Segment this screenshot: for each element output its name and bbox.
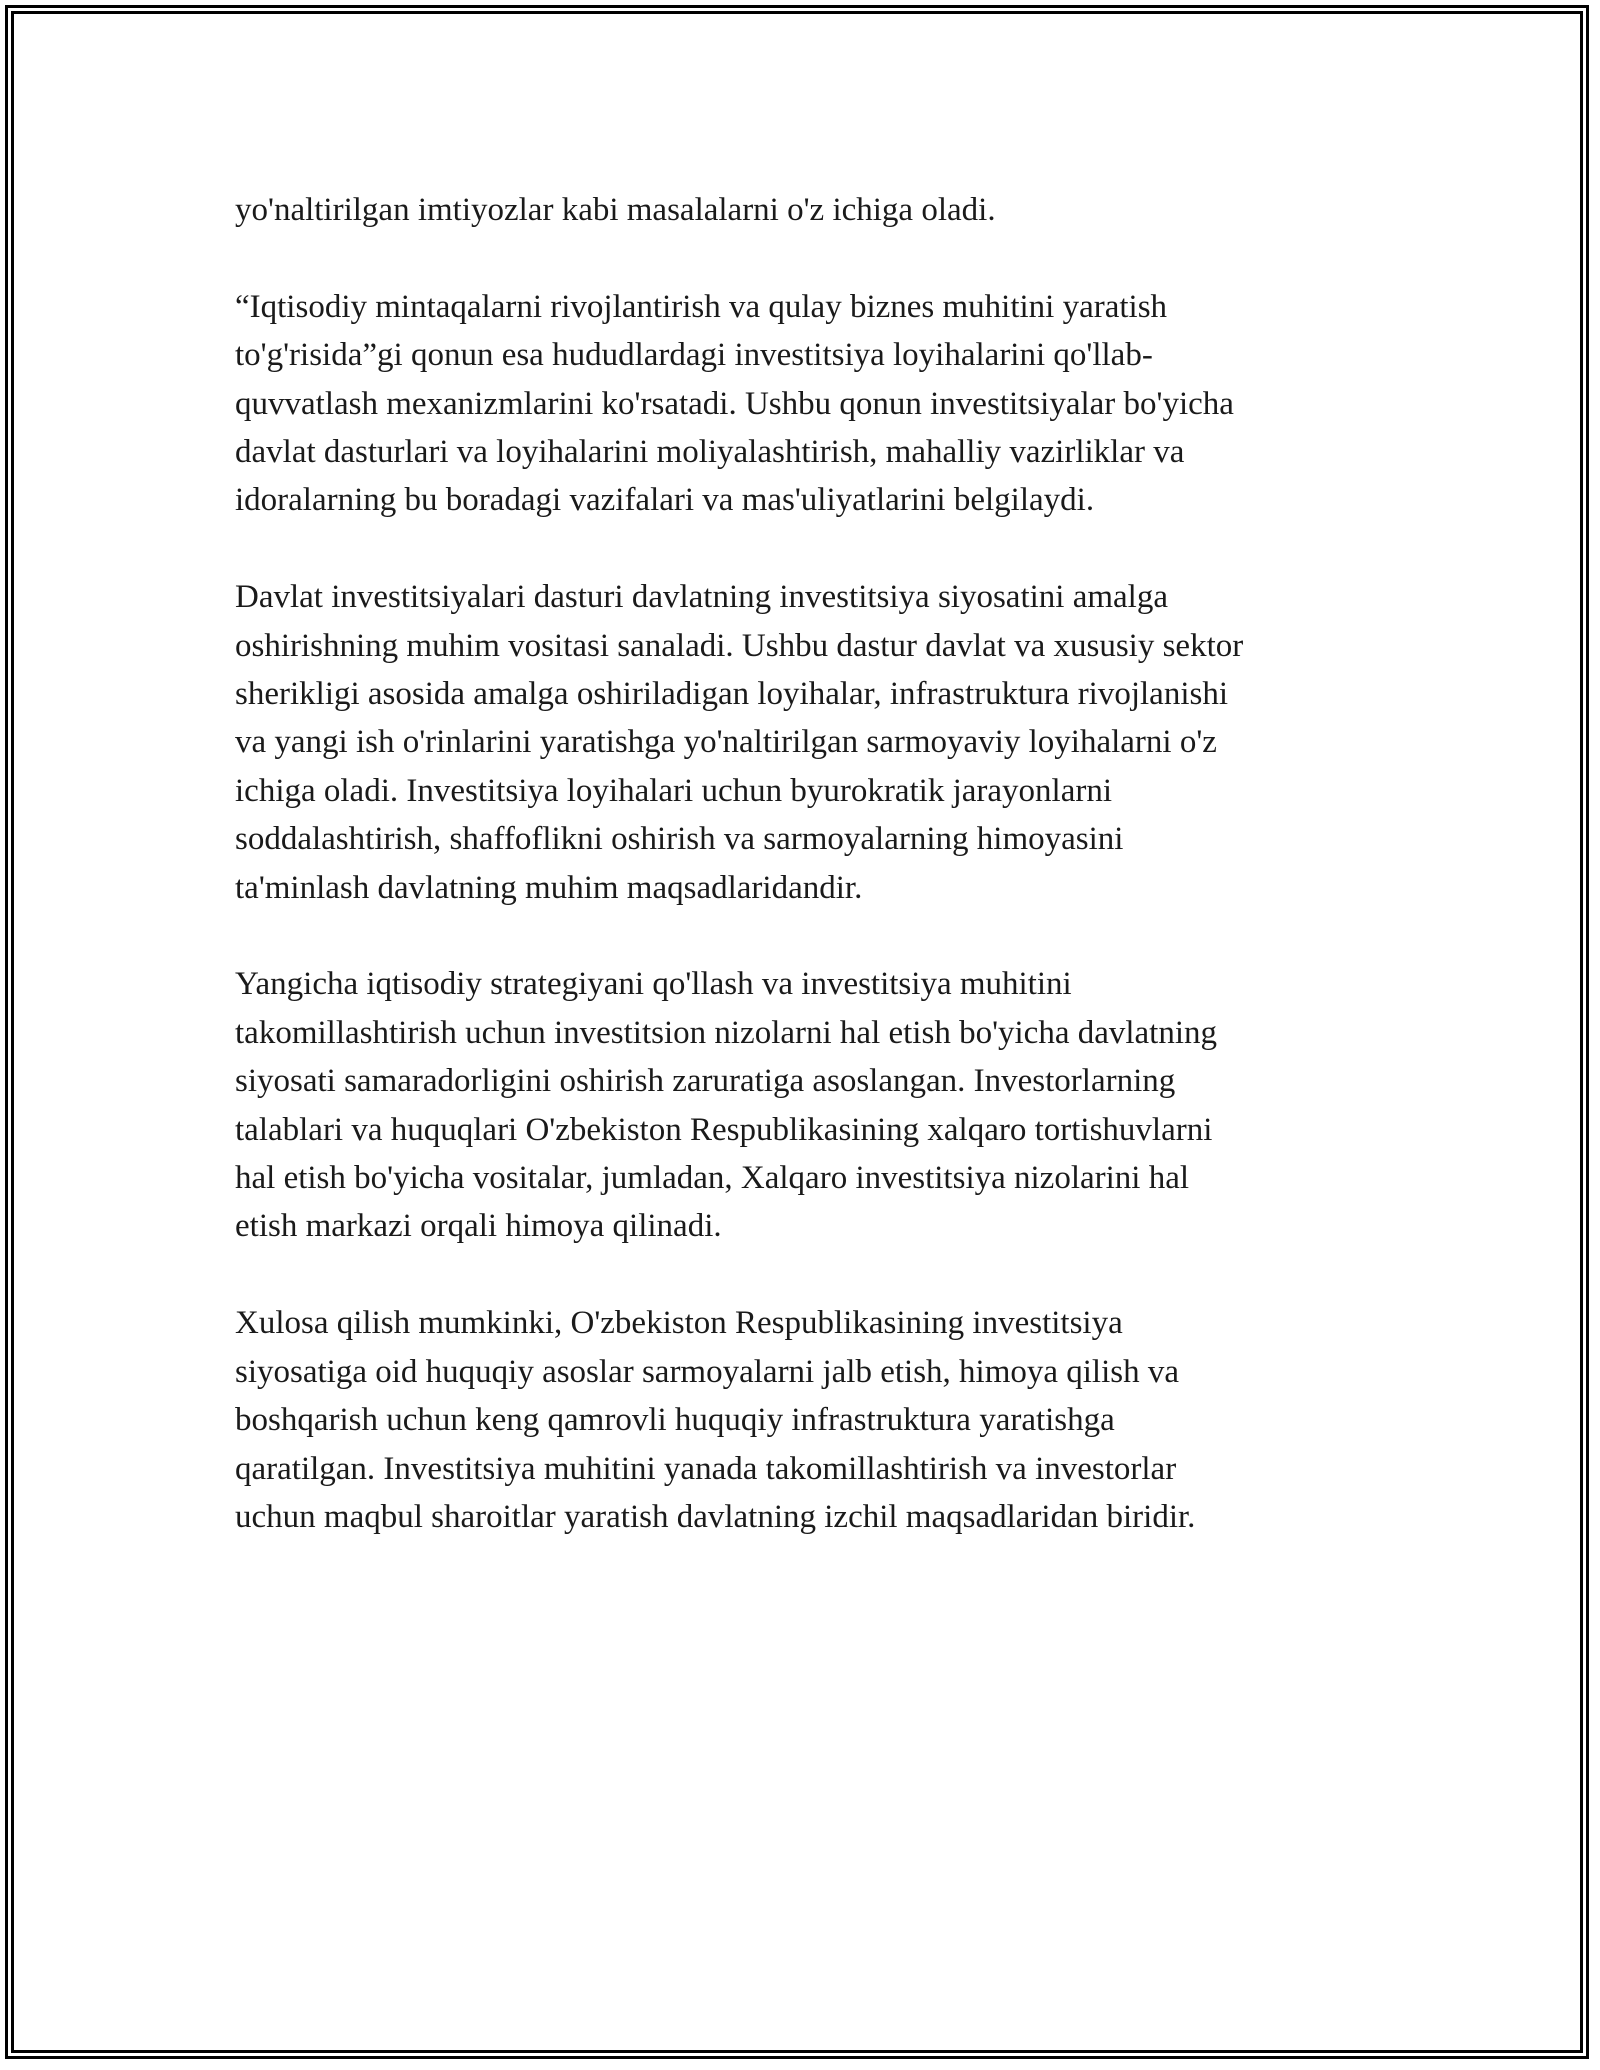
text-line: hal etish bo'yicha vositalar, jumladan, Xalqaro investitsiya nizolarini hal <box>235 1160 1190 1197</box>
text-line: quvvatlash mexanizmlarini ko'rsatadi. Ushbu qonun investitsiyalar bo'yicha <box>235 385 1234 422</box>
text-line: “Iqtisodiy mintaqalarni rivojlantirish va qulay biznes muhitini yaratish <box>235 288 1168 325</box>
paragraph-4 <box>235 960 1375 1250</box>
text-line: to'g'risida”gi qonun esa hududlardagi investitsiya loyihalarini qo'llab- <box>235 337 1153 374</box>
paragraph-5 <box>235 1299 1375 1541</box>
text-line: uchun maqbul sharoitlar yaratish davlatning izchil maqsadlaridan biridir. <box>235 1498 1196 1535</box>
text-line: soddalashtirish, shaffoflikni oshirish va sarmoyalarning himoyasini <box>235 821 1124 858</box>
text-line: idoralarning bu boradagi vazifalari va mas'uliyatlarini belgilaydi. <box>235 482 1095 519</box>
text-line: boshqarish uchun keng qamrovli huquqiy infrastruktura yaratishga <box>235 1402 1115 1439</box>
paragraph-1 <box>235 186 1375 234</box>
text-line: Yangicha iqtisodiy strategiyani qo'llash va investitsiya muhitini <box>235 966 1072 1003</box>
text-line: Davlat investitsiyalari dasturi davlatning investitsiya siyosatini amalga <box>235 579 1168 616</box>
text-line: siyosati samaradorligini oshirish zaruratiga asoslangan. Investorlarning <box>235 1063 1176 1100</box>
paragraph-2 <box>235 283 1375 525</box>
text-line: davlat dasturlari va loyihalarini moliyalashtirish, mahalliy vazirliklar va <box>235 434 1185 471</box>
text-line: Xulosa qilish mumkinki, O'zbekiston Respublikasining investitsiya <box>235 1305 1123 1342</box>
text-line: etish markazi orqali himoya qilinadi. <box>235 1208 722 1245</box>
paragraph-3 <box>235 573 1375 912</box>
text-line: ichiga oladi. Investitsiya loyihalari uchun byurokratik jarayonlarni <box>235 772 1112 809</box>
text-line: talablari va huquqlari O'zbekiston Respublikasining xalqaro tortishuvlarni <box>235 1111 1213 1148</box>
text-line: yo'naltirilgan imtiyozlar kabi masalalarni o'z ichiga oladi. <box>235 192 996 228</box>
text-line: siyosatiga oid huquqiy asoslar sarmoyalarni jalb etish, himoya qilish va <box>235 1353 1180 1390</box>
text-line: qaratilgan. Investitsiya muhitini yanada takomillashtirish va investorlar <box>235 1450 1177 1487</box>
document-body <box>235 186 1375 1590</box>
text-line: takomillashtirish uchun investitsion nizolarni hal etish bo'yicha davlatning <box>235 1014 1218 1051</box>
text-line: va yangi ish o'rinlarini yaratishga yo'naltirilgan sarmoyaviy loyihalarni o'z <box>235 724 1217 761</box>
text-line: ta'minlash davlatning muhim maqsadlaridandir. <box>235 869 863 906</box>
text-line: oshirishning muhim vositasi sanaladi. Ushbu dastur davlat va xususiy sektor <box>235 627 1244 664</box>
text-line: sherikligi asosida amalga oshiriladigan loyihalar, infrastruktura rivojlanishi <box>235 676 1229 713</box>
